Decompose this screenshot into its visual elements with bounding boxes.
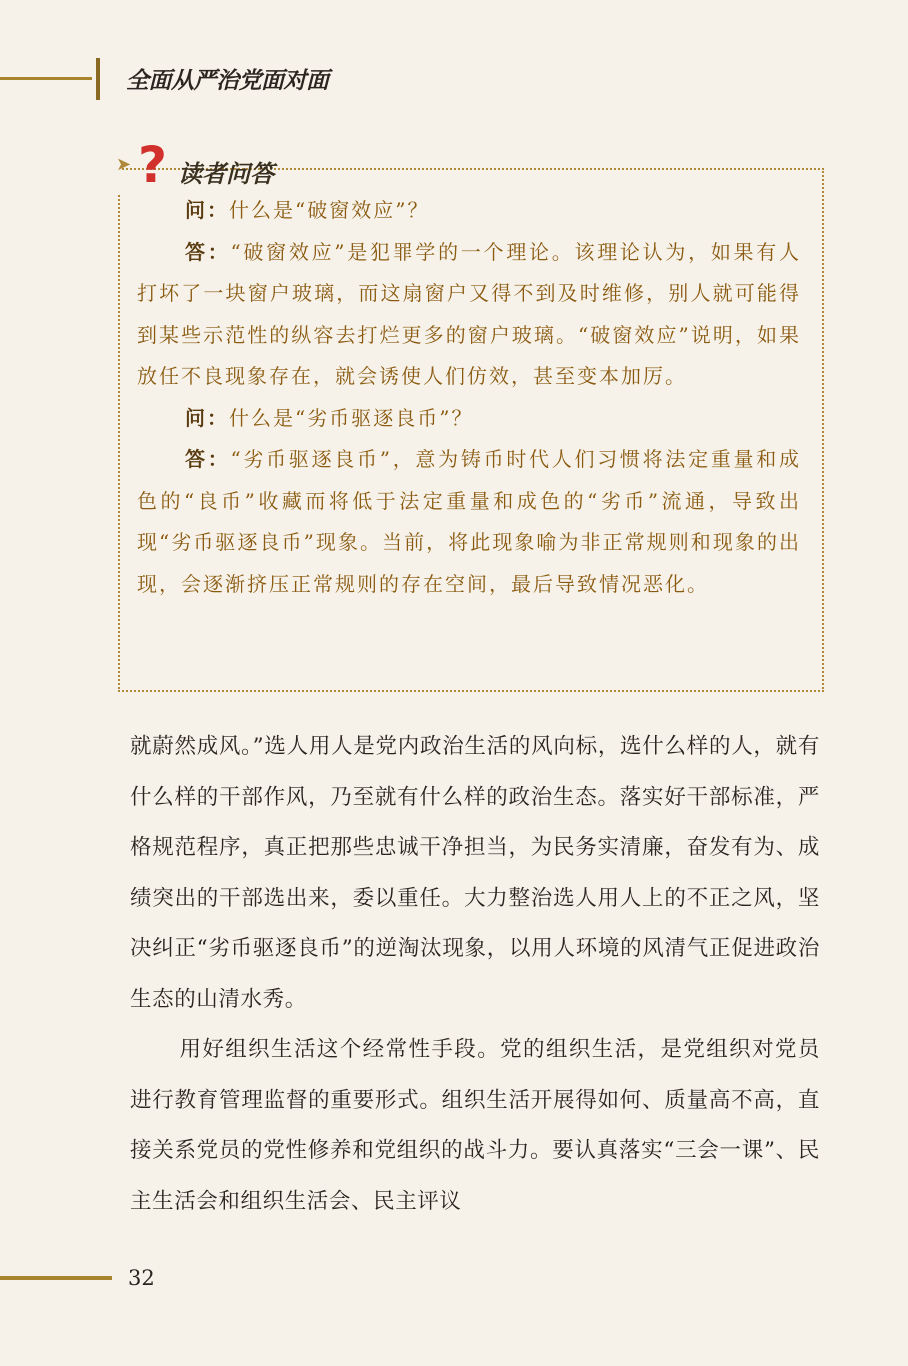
footer-rule [0,1276,112,1280]
header-divider [96,58,100,100]
arrow-icon: ➤ [116,154,132,175]
header-rule [0,77,92,80]
qa-content [137,190,801,605]
qa-question: 问：什么是“破窗效应”？ [185,198,430,222]
qa-heading [112,136,274,194]
page-number: 32 [128,1266,155,1290]
qa-title: 读者问答 [178,160,274,188]
question-mark-icon: ? [138,136,168,194]
qa-answer: 答：“劣币驱逐良币”，意为铸币时代人们习惯将法定重量和成色的“良币”收藏而将低于法定重量和成色的“劣币”流通，导致出现“劣币驱逐良币”现象。当前，将此现象喻为非正常规则和现象的出现，会逐渐挤压正常规则的存在空间，最后导致情况恶化。 [137,447,802,596]
body-paragraph: 用好组织生活这个经常性手段。党的组织生活，是党组织对党员进行教育管理监督的重要形式。组织生活开展得如何、质量高不高，直接关系党员的党性修养和党组织的战斗力。要认真落实“三会一课”、民主生活会和组织生活会、民主评议 [130,1037,820,1214]
qa-question: 问：什么是“劣币驱逐良币”？ [185,405,474,430]
body-paragraph: 就蔚然成风。”选人用人是党内政治生活的风向标，选什么样的人，就有什么样的干部作风，乃至就有什么样的政治生态。落实好干部标准，严格规范程序，真正把那些忠诚干净担当，为民务实清廉，奋发有为、成绩突出的干部选出来，委以重任。大力整治选人用人上的不正之风，坚决纠正“劣币驱逐良币”的逆淘汰现象，以用人环境的风清气正促进政治生态的山清水秀。 [130,734,820,1012]
running-header-title: 全面从严治党面对面 [126,68,329,94]
body-text [130,722,820,1227]
qa-answer: 答：“破窗效应”是犯罪学的一个理论。该理论认为，如果有人打坏了一块窗户玻璃，而这扇窗户又得不到及时维修，别人就可能得到某些示范性的纵容去打烂更多的窗户玻璃。“破窗效应”说明，如果放任不良现象存在，就会诱使人们仿效，甚至变本加厉。 [137,239,802,388]
